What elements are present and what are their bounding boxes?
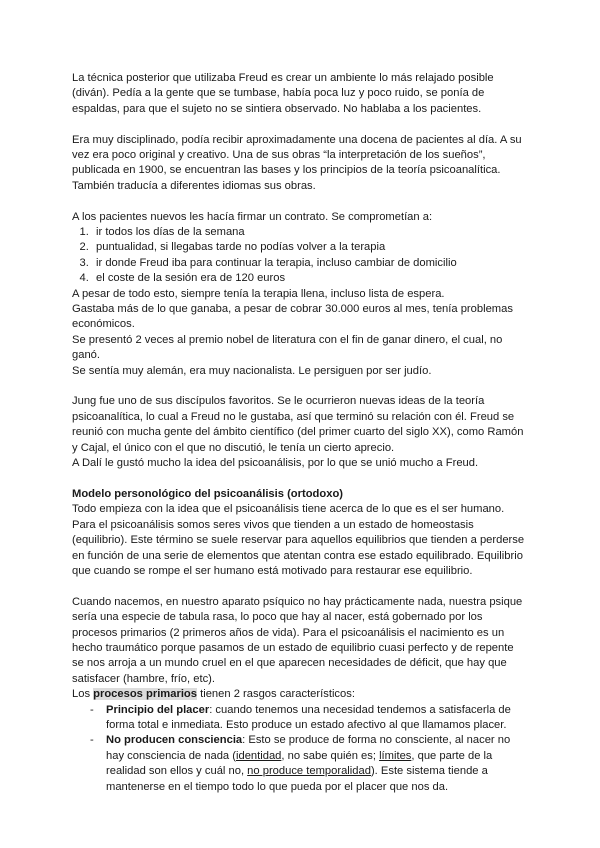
paragraph-jung: Jung fue uno de sus discípulos favoritos. Se le ocurrieron nuevas ideas de la teoría psicoanalítica, lo cual a Freud no le gustaba, así que terminó su relación con él. Freud se reunió con mucha gente del ámbito científico (del primer cuarto del siglo XX), como Ramón y Cajal, el único con el que no discutió, le tenía un cierto aprecio. [72, 395, 524, 454]
list-item: 1. ir todos los días de la semana [92, 225, 528, 240]
document-page [72, 71, 528, 795]
paragraph-gap [72, 579, 528, 594]
paragraph-freud-discipline: Era muy disciplinado, podía recibir aproximadamente una docena de pacientes al día. A su vez era poco original y creativo. Una de sus obras “la interpretación de los sueños”, publicada en 1900, se encuentran las bases y los principios de la teoría psicoanalítica. También traducía a diferentes idiomas sus obras. [72, 133, 522, 192]
bullet-dash: - [90, 734, 94, 747]
paragraph-birth: Cuando nacemos, en nuestro aparato psíquico no hay prácticamente nada, nuestra psique sería una especie de tabula rasa, lo poco que hay al nacer, está gobernado por los procesos primarios (2 primeros años de vida). Para el psicoanálisis el nacimiento es un hecho traumático porque pasamos de un estado de equilibrio cuasi perfecto y de repente se nos arroja a un mundo cruel en el que aparecen necesidades de déficit, que hay que satisfacer (hambre, frío, etc). [72, 595, 523, 685]
contract-list [72, 225, 528, 287]
list-item [72, 733, 528, 795]
paragraph-nationalism: Se sentía muy alemán, era muy nacionalista. Le persiguen por ser judío. [72, 364, 432, 377]
paragraph-gap [72, 194, 528, 209]
highlighted-term: procesos primarios [93, 688, 197, 701]
underlined-term: identidad [235, 749, 282, 762]
paragraph-gap [72, 379, 528, 394]
paragraph-gap [72, 472, 528, 487]
paragraph-spending: Gastaba más de lo que ganaba, a pesar de cobrar 30.000 euros al mes, tenía problemas económicos. [72, 303, 513, 331]
paragraph-nobel: Se presentó 2 veces al premio nobel de literatura con el fin de ganar dinero, el cual, no ganó. [72, 333, 503, 362]
bold-term: Principio del placer [106, 703, 210, 716]
list-item: 4. el coste de la sesión era de 120 euros [92, 271, 528, 286]
paragraph-dali: A Dalí le gustó mucho la idea del psicoanálisis, por lo que se unió mucho a Freud. [72, 457, 479, 470]
text-run: , no sabe quién es; [281, 749, 380, 762]
paragraph-contract-intro: A los pacientes nuevos les hacía firmar un contrato. Se comprometían a: [72, 210, 433, 223]
paragraph-primary-processes [72, 687, 528, 702]
bold-term: No producen consciencia [106, 734, 243, 747]
text-run: tienen 2 rasgos característicos: [197, 688, 355, 701]
text-run: , que parte de la realidad son ellos y cuál no, [106, 749, 493, 778]
underlined-term: límites [379, 749, 412, 762]
section-heading: Modelo personológico del psicoanálisis (ortodoxo) [72, 487, 344, 500]
text-run: Los [72, 688, 94, 701]
text-run: ). Este sistema tiende a mantenerse en el tiempo todo lo que pueda por el placer que nos da. [106, 765, 488, 793]
paragraph-waiting-list: A pesar de todo esto, siempre tenía la terapia llena, incluso lista de espera. [72, 287, 445, 300]
list-item: 3. ir donde Freud iba para continuar la terapia, incluso cambiar de domicilio [92, 256, 528, 271]
paragraph-gap [72, 117, 528, 132]
traits-list [72, 703, 528, 795]
text-run: : Esto se produce de forma no consciente, al nacer no hay consciencia de nada ( [106, 734, 511, 762]
bullet-dash: - [90, 703, 94, 716]
paragraph-freud-technique: La técnica posterior que utilizaba Freud es crear un ambiente lo más relajado posible (diván). Pedía a la gente que se tumbase, había poca luz y poco ruido, se ponía de espaldas, para que el sujeto no se sintiera observado. No hablaba a los pacientes. [72, 72, 494, 115]
text-run: : cuando tenemos una necesidad tendemos a satisfacerla de forma total e inmediata. Esto produce un estado afectivo al que llamamos placer. [106, 703, 511, 731]
list-item: 2. puntualidad, si llegabas tarde no podías volver a la terapia [92, 240, 528, 255]
paragraph-homeostasis: Todo empieza con la idea que el psicoanálisis tiene acerca de lo que es el ser humano. Para el psicoanálisis somos seres vivos que tienden a un estado de homeostasis (equilibrio). Este término se suele reservar para aquellos equilibrios que tienden a perderse en función de una serie de elementos que atentan contra ese estado equilibrado. Equilibrio que cuando se rompe el ser humano está motivado para restaurar ese equilibrio. [72, 503, 525, 577]
list-item [72, 703, 528, 734]
underlined-term: no produce temporalidad [247, 765, 371, 778]
